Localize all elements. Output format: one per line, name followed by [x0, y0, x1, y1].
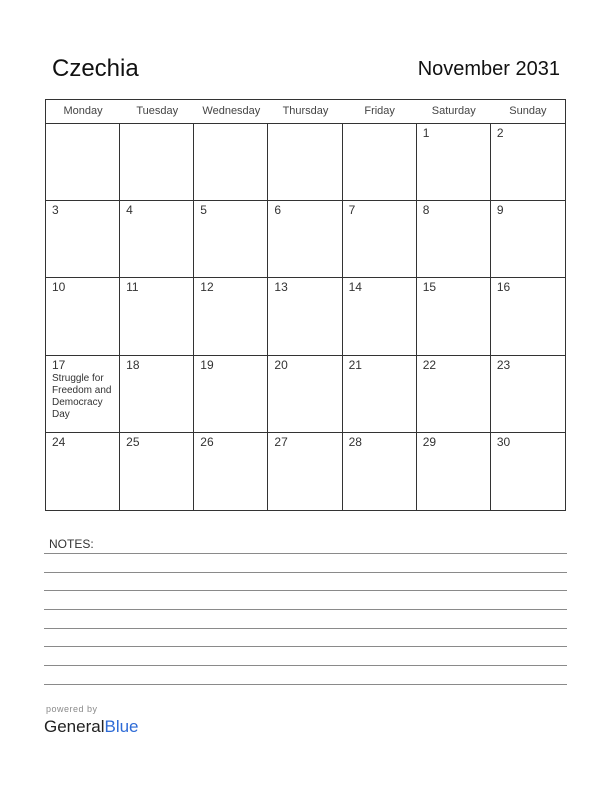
note-line — [44, 665, 567, 666]
calendar-grid — [45, 99, 566, 511]
weekday-tuesday: Tuesday — [136, 105, 179, 117]
day-number: 20 — [274, 357, 288, 372]
day-cell — [46, 201, 120, 278]
day-number: 19 — [200, 357, 214, 372]
day-cell — [194, 433, 268, 510]
day-cell — [120, 124, 194, 201]
day-number: 28 — [348, 434, 362, 449]
note-line — [44, 646, 567, 647]
day-cell — [491, 433, 565, 510]
day-number: 25 — [126, 434, 140, 449]
day-number: 4 — [126, 203, 133, 218]
day-number: 1 — [422, 126, 430, 140]
day-cell — [268, 356, 342, 433]
day-number: 23 — [496, 357, 511, 372]
day-cell — [343, 356, 417, 433]
day-number: 27 — [274, 434, 288, 449]
weekday-header — [46, 100, 565, 124]
day-number: 10 — [52, 280, 66, 295]
day-cell — [46, 356, 120, 433]
day-cell — [120, 433, 194, 510]
day-number: 17 — [52, 357, 66, 372]
day-cell — [417, 433, 491, 510]
brand-logo — [44, 716, 139, 738]
brand-part-blue: Blue — [104, 717, 139, 736]
weekday-thursday: Thursday — [282, 105, 329, 117]
day-cell — [491, 278, 565, 355]
day-number: 11 — [126, 280, 139, 295]
note-line — [44, 684, 567, 685]
weekday-saturday: Saturday — [431, 105, 476, 117]
note-line — [44, 609, 567, 610]
brand-part-general: General — [44, 717, 105, 736]
day-cell — [268, 124, 342, 201]
day-number: 21 — [348, 357, 362, 372]
day-cell — [343, 201, 417, 278]
day-cell — [194, 201, 268, 278]
note-line — [44, 590, 567, 591]
day-number: 24 — [52, 434, 66, 449]
day-cell — [417, 356, 491, 433]
day-cell — [343, 278, 417, 355]
day-cell — [120, 201, 194, 278]
day-cell — [268, 433, 342, 510]
day-number: 13 — [274, 280, 288, 295]
day-number: 3 — [52, 203, 59, 218]
page-title-country: Czechia — [52, 55, 139, 82]
powered-by-text: powered by — [46, 704, 98, 714]
day-number: 14 — [348, 280, 362, 295]
day-cell — [194, 124, 268, 201]
day-number: 8 — [422, 203, 430, 218]
day-cell — [194, 356, 268, 433]
day-number: 12 — [200, 280, 214, 295]
day-cell — [417, 278, 491, 355]
day-cell — [343, 124, 417, 201]
day-cell — [417, 201, 491, 278]
day-number: 15 — [422, 280, 437, 295]
day-cell — [194, 278, 268, 355]
page-title-month: November 2031 — [417, 58, 560, 80]
day-number: 9 — [496, 203, 504, 218]
day-cell — [120, 278, 194, 355]
day-number: 26 — [200, 434, 214, 449]
day-number: 22 — [422, 357, 437, 372]
day-number: 30 — [496, 434, 511, 449]
day-number: 29 — [422, 434, 437, 449]
day-number: 5 — [200, 203, 207, 218]
note-line — [44, 553, 567, 554]
day-cell — [120, 356, 194, 433]
day-cell — [46, 433, 120, 510]
day-number: 2 — [496, 126, 504, 140]
weekday-sunday: Sunday — [509, 105, 547, 117]
weekday-wednesday: Wednesday — [202, 105, 261, 117]
day-cell — [268, 278, 342, 355]
day-number: 7 — [348, 203, 356, 218]
day-number: 6 — [274, 203, 282, 218]
day-cell — [491, 201, 565, 278]
note-line — [44, 572, 567, 573]
day-cell — [417, 124, 491, 201]
day-cell — [46, 124, 120, 201]
notes-label: NOTES: — [49, 537, 94, 551]
weekday-friday: Friday — [364, 105, 395, 117]
weekday-monday: Monday — [63, 105, 103, 117]
day-cell — [268, 201, 342, 278]
note-line — [44, 628, 567, 629]
day-cell — [343, 433, 417, 510]
day-cell — [491, 356, 565, 433]
day-number: 16 — [496, 280, 511, 295]
calendar-days — [46, 124, 565, 510]
day-cell — [46, 278, 120, 355]
day-cell — [491, 124, 565, 201]
day-number: 18 — [126, 357, 140, 372]
holiday-label: Struggle for Freedom and Democracy Day — [52, 372, 112, 420]
